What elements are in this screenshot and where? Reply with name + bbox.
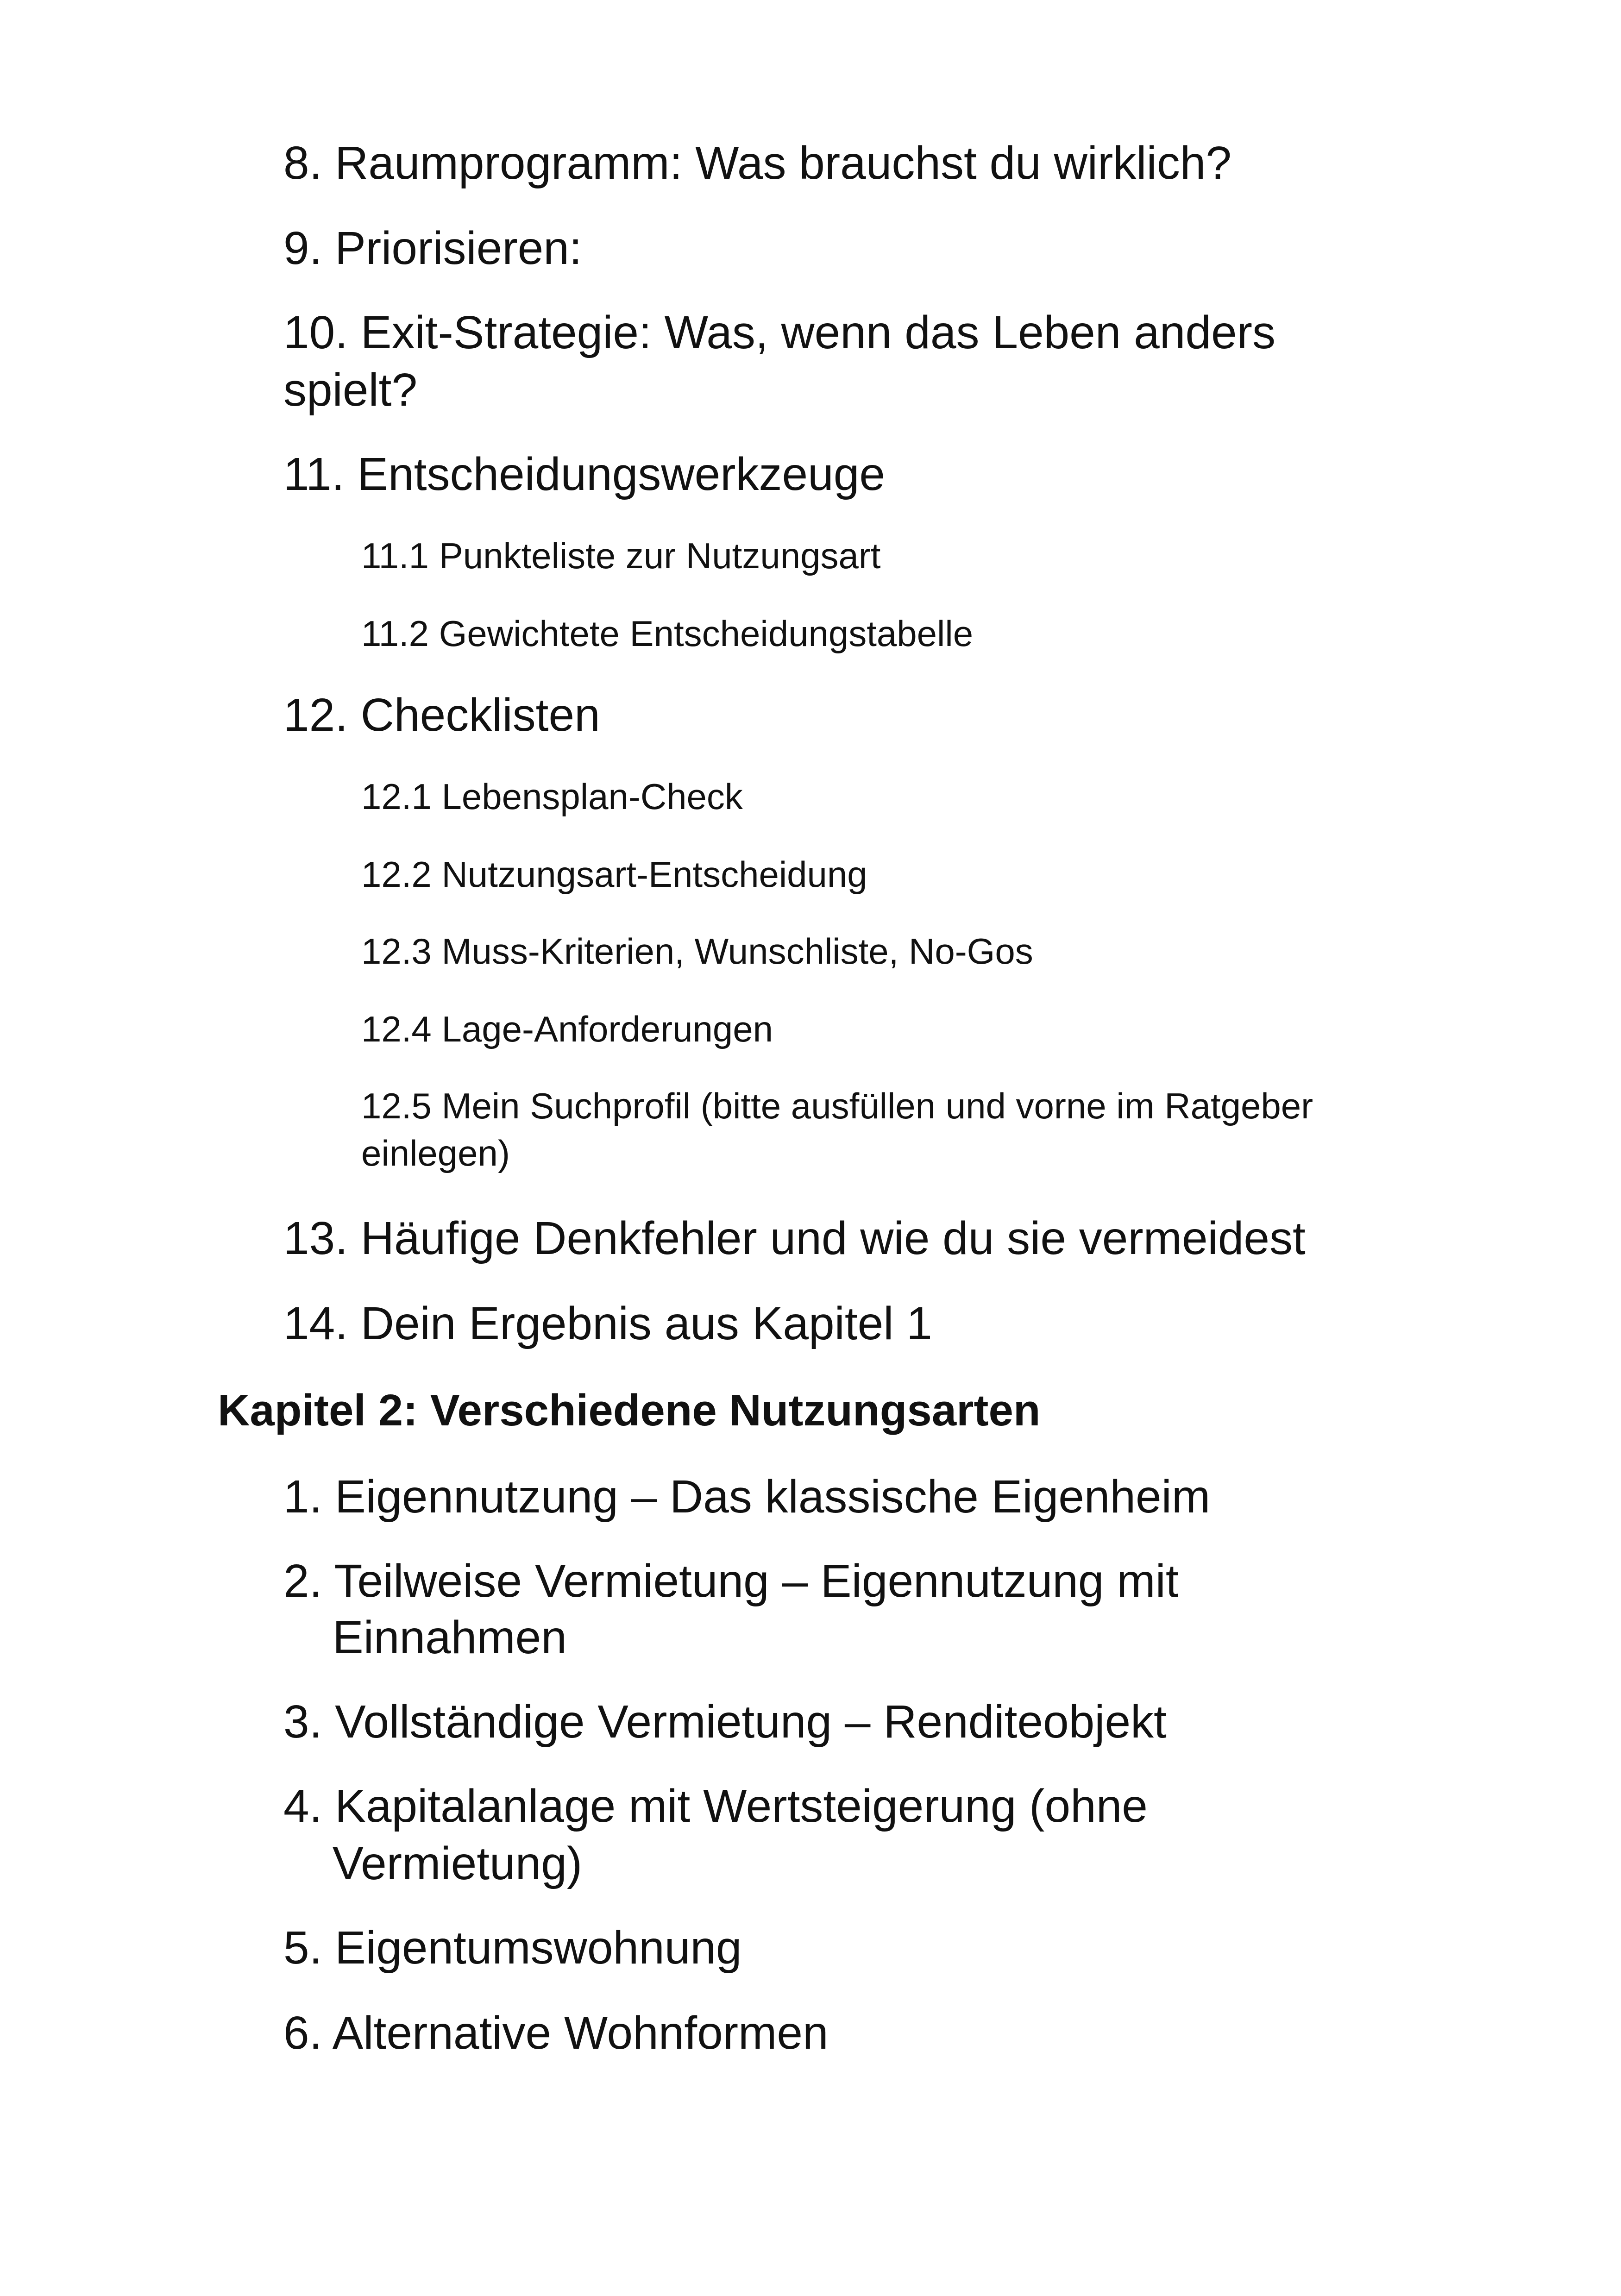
toc-chapter-title: Kapitel 2: Verschiedene Nutzungsarten bbox=[218, 1386, 1041, 1435]
toc-subentry-title: 12.2 Nutzungsart-Entscheidung bbox=[361, 854, 867, 895]
toc-entry-title: 11. Entscheidungswerkzeuge bbox=[283, 448, 885, 500]
toc-subentry-title: 12.3 Muss-Kriterien, Wunschliste, No-Gos bbox=[361, 931, 1033, 972]
toc-subentry-title: 12.5 Mein Suchprofil (bitte ausfüllen und vorne im Ratgeber bbox=[361, 1085, 1313, 1126]
toc-entry-title: 8. Raumprogramm: Was brauchst du wirklich? bbox=[283, 137, 1231, 189]
toc-entry-title: 2. Teilweise Vermietung – Eigennutzung mit bbox=[283, 1555, 1179, 1607]
toc-entry-title: 1. Eigennutzung – Das klassische Eigenheim bbox=[283, 1471, 1211, 1523]
toc-subentry-title: 11.1 Punkteliste zur Nutzungsart bbox=[361, 535, 881, 576]
toc-entry-title: 3. Vollständige Vermietung – Renditeobjekt bbox=[283, 1696, 1167, 1748]
toc-entry-title-continuation: Einnahmen bbox=[333, 1612, 567, 1663]
toc-entry-title: 9. Priorisieren: bbox=[283, 222, 582, 274]
toc-subentry-title: 12.1 Lebensplan-Check bbox=[361, 776, 743, 817]
toc-entry-title: 6. Alternative Wohnformen bbox=[283, 2007, 829, 2059]
toc-entry-title: 10. Exit-Strategie: Was, wenn das Leben anders bbox=[283, 307, 1275, 358]
toc-entry-title: 12. Checklisten bbox=[283, 689, 600, 741]
toc-entry-title: 13. Häufige Denkfehler und wie du sie vermeidest bbox=[283, 1212, 1306, 1264]
toc-subentry-title-continuation: einlegen) bbox=[361, 1133, 510, 1173]
toc-entry-title: 14. Dein Ergebnis aus Kapitel 1 bbox=[283, 1298, 932, 1349]
toc-entry-title: 5. Eigentumswohnung bbox=[283, 1922, 742, 1974]
toc-subentry-title: 11.2 Gewichtete Entscheidungstabelle bbox=[361, 613, 974, 654]
toc-entry-title-continuation: spielt? bbox=[283, 364, 418, 416]
toc-subentry-title: 12.4 Lage-Anforderungen bbox=[361, 1009, 773, 1049]
toc-entry-title: 4. Kapitalanlage mit Wertsteigerung (ohne bbox=[283, 1780, 1148, 1832]
toc-entry-title-continuation: Vermietung) bbox=[333, 1838, 583, 1889]
